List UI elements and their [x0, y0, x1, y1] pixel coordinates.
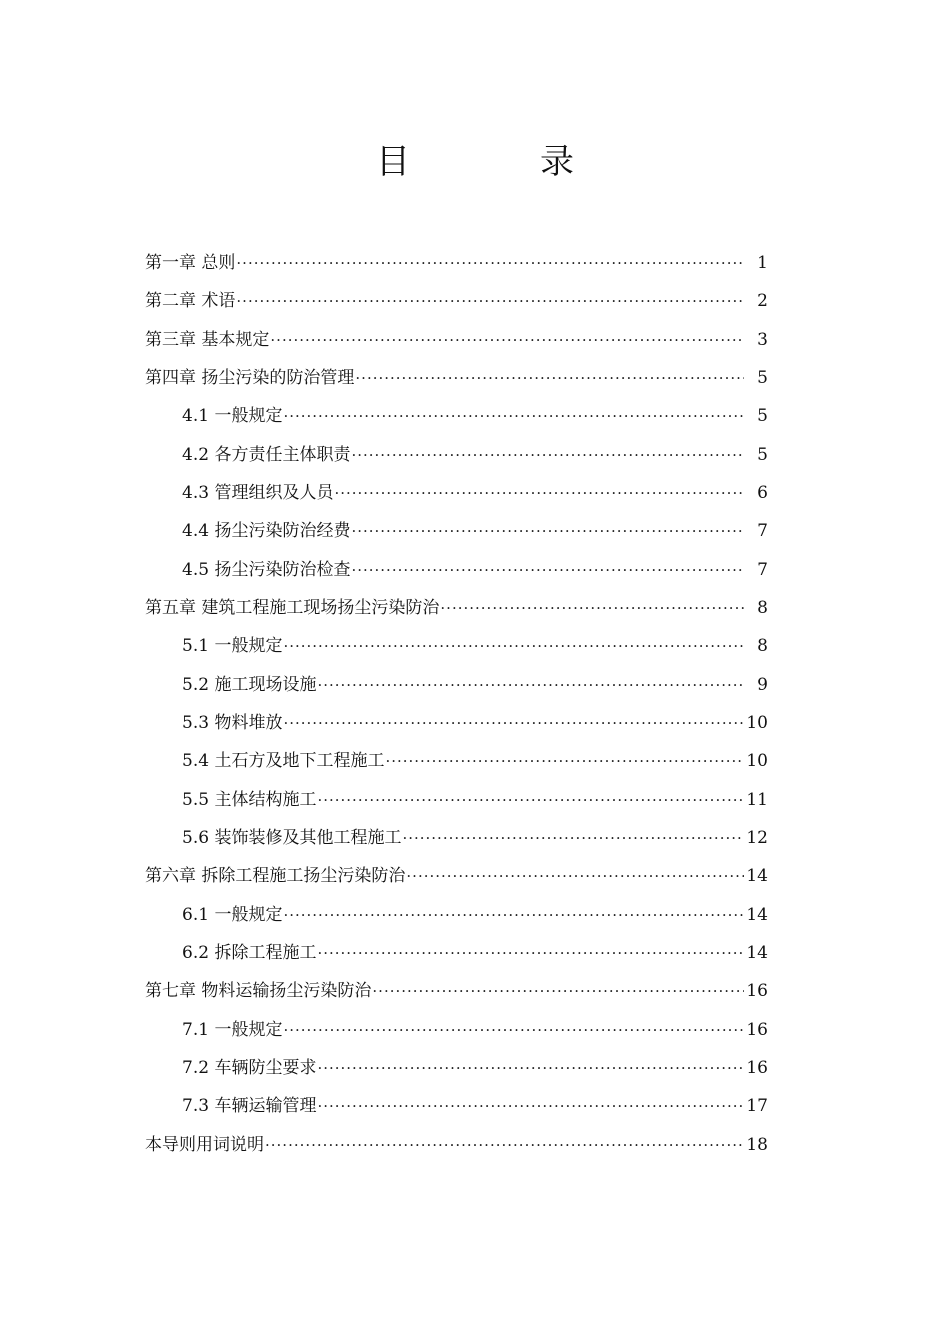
toc-entry[interactable] [0, 934, 950, 972]
toc-entry-label: 第五章 建筑工程施工现场扬尘污染防治 [145, 597, 440, 618]
toc-entry-label: 第六章 拆除工程施工扬尘污染防治 [145, 866, 406, 887]
toc-entry-line [145, 1126, 768, 1164]
toc-entry-label: 4.5 扬尘污染防治检查 [182, 559, 351, 580]
toc-entry-line [182, 551, 768, 589]
toc-dot-leader [283, 896, 744, 934]
toc-dot-leader [236, 282, 744, 320]
toc-page-number: 14 [746, 942, 768, 963]
toc-entry-line [182, 896, 768, 934]
toc-page-number: 16 [746, 981, 768, 1002]
toc-entry-line [182, 934, 768, 972]
toc-entry-line [145, 589, 768, 627]
toc-entry-line [182, 1049, 768, 1087]
toc-entry-label: 4.3 管理组织及人员 [182, 482, 334, 503]
toc-page-number: 5 [757, 406, 768, 427]
toc-dot-leader [440, 589, 744, 627]
toc-entry-label: 本导则用词说明 [145, 1134, 264, 1155]
toc-entry-label: 7.3 车辆运输管理 [182, 1096, 317, 1117]
toc-entry-label: 6.1 一般规定 [182, 904, 283, 925]
toc-entry[interactable] [0, 742, 950, 780]
toc-page-number: 5 [757, 367, 768, 388]
toc-entry-label: 5.1 一般规定 [182, 636, 283, 657]
toc-page-number: 3 [757, 329, 768, 350]
toc-page-number: 7 [757, 521, 768, 542]
toc-entry[interactable] [0, 321, 950, 359]
toc-page-number: 14 [746, 904, 768, 925]
toc-entry[interactable] [0, 857, 950, 895]
toc-dot-leader [265, 1126, 744, 1164]
toc-entry-label: 5.5 主体结构施工 [182, 789, 317, 810]
table-of-contents [0, 244, 950, 1164]
toc-entry-line [145, 857, 768, 895]
toc-entry-label: 第四章 扬尘污染的防治管理 [145, 367, 355, 388]
toc-entry-label: 5.6 装饰装修及其他工程施工 [182, 827, 402, 848]
toc-dot-leader [270, 321, 744, 359]
toc-dot-leader [317, 781, 744, 819]
toc-dot-leader [355, 359, 744, 397]
toc-entry-line [182, 781, 768, 819]
toc-entry-line [182, 512, 768, 550]
toc-entry[interactable] [0, 896, 950, 934]
toc-entry-line [182, 704, 768, 742]
toc-dot-leader [334, 474, 744, 512]
toc-entry[interactable] [0, 819, 950, 857]
toc-page-number: 14 [746, 866, 768, 887]
toc-page-number: 18 [746, 1134, 768, 1155]
toc-entry-line [182, 666, 768, 704]
toc-page-number: 10 [746, 712, 768, 733]
toc-page-number: 1 [757, 253, 768, 273]
toc-dot-leader [283, 397, 744, 435]
toc-page-number: 9 [757, 674, 768, 695]
toc-entry[interactable] [0, 1011, 950, 1049]
toc-page-number: 6 [757, 482, 768, 503]
toc-entry-line [182, 1011, 768, 1049]
toc-entry[interactable] [0, 436, 950, 474]
page-title: 目 录 [376, 142, 622, 182]
toc-dot-leader [236, 244, 744, 282]
toc-entry-label: 4.4 扬尘污染防治经费 [182, 521, 351, 542]
toc-entry-label: 4.2 各方责任主体职责 [182, 444, 351, 465]
toc-entry[interactable] [0, 397, 950, 435]
toc-entry-label: 第二章 术语 [145, 291, 236, 312]
toc-page-number: 11 [746, 789, 768, 810]
toc-dot-leader [317, 1049, 744, 1087]
toc-entry[interactable] [0, 1049, 950, 1087]
toc-page-number: 12 [746, 827, 768, 848]
toc-entry-label: 5.4 土石方及地下工程施工 [182, 751, 385, 772]
toc-entry-line [182, 819, 768, 857]
toc-page-number: 16 [746, 1057, 768, 1078]
toc-entry-label: 6.2 拆除工程施工 [182, 942, 317, 963]
toc-entry[interactable] [0, 474, 950, 512]
toc-entry-line [145, 244, 768, 282]
toc-entry-line [145, 321, 768, 359]
toc-entry-line [182, 397, 768, 435]
toc-entry-line [182, 436, 768, 474]
toc-dot-leader [351, 436, 744, 474]
toc-page-number: 2 [757, 291, 768, 312]
toc-dot-leader [317, 666, 744, 704]
toc-entry[interactable] [0, 244, 950, 282]
toc-entry[interactable] [0, 627, 950, 665]
toc-entry-line [182, 474, 768, 512]
toc-entry-label: 5.3 物料堆放 [182, 712, 283, 733]
toc-page-number: 7 [757, 559, 768, 580]
toc-entry-label: 7.2 车辆防尘要求 [182, 1057, 317, 1078]
toc-dot-leader [385, 742, 744, 780]
toc-entry-line [145, 359, 768, 397]
toc-entry-line [145, 972, 768, 1010]
toc-page-number: 8 [757, 597, 768, 618]
toc-entry[interactable] [0, 589, 950, 627]
toc-entry-label: 5.2 施工现场设施 [182, 674, 317, 695]
toc-dot-leader [351, 551, 744, 589]
toc-entry[interactable] [0, 972, 950, 1010]
toc-page-number: 8 [757, 636, 768, 657]
toc-dot-leader [283, 627, 744, 665]
toc-dot-leader [283, 704, 744, 742]
toc-entry[interactable] [0, 666, 950, 704]
toc-entry-line [182, 742, 768, 780]
toc-entry-label: 7.1 一般规定 [182, 1019, 283, 1040]
toc-dot-leader [372, 972, 744, 1010]
toc-entry[interactable] [0, 512, 950, 550]
toc-page-number: 17 [746, 1096, 768, 1117]
toc-entry-line [182, 627, 768, 665]
toc-dot-leader [351, 512, 744, 550]
toc-entry[interactable] [0, 1126, 950, 1164]
toc-entry[interactable] [0, 551, 950, 589]
toc-entry[interactable] [0, 704, 950, 742]
toc-entry-label: 4.1 一般规定 [182, 406, 283, 427]
toc-entry[interactable] [0, 1087, 950, 1125]
toc-dot-leader [402, 819, 744, 857]
toc-entry-label: 第三章 基本规定 [145, 329, 270, 350]
toc-entry-label: 第七章 物料运输扬尘污染防治 [145, 981, 372, 1002]
toc-entry-label: 第一章 总则 [145, 253, 236, 273]
toc-page-number: 10 [746, 751, 768, 772]
toc-entry[interactable] [0, 359, 950, 397]
toc-dot-leader [317, 1087, 744, 1125]
toc-entry-line [182, 1087, 768, 1125]
toc-entry[interactable] [0, 282, 950, 320]
toc-page-number: 5 [757, 444, 768, 465]
toc-page-number: 16 [746, 1019, 768, 1040]
toc-dot-leader [406, 857, 744, 895]
toc-entry-line [145, 282, 768, 320]
toc-dot-leader [283, 1011, 744, 1049]
toc-entry[interactable] [0, 781, 950, 819]
toc-dot-leader [317, 934, 744, 972]
